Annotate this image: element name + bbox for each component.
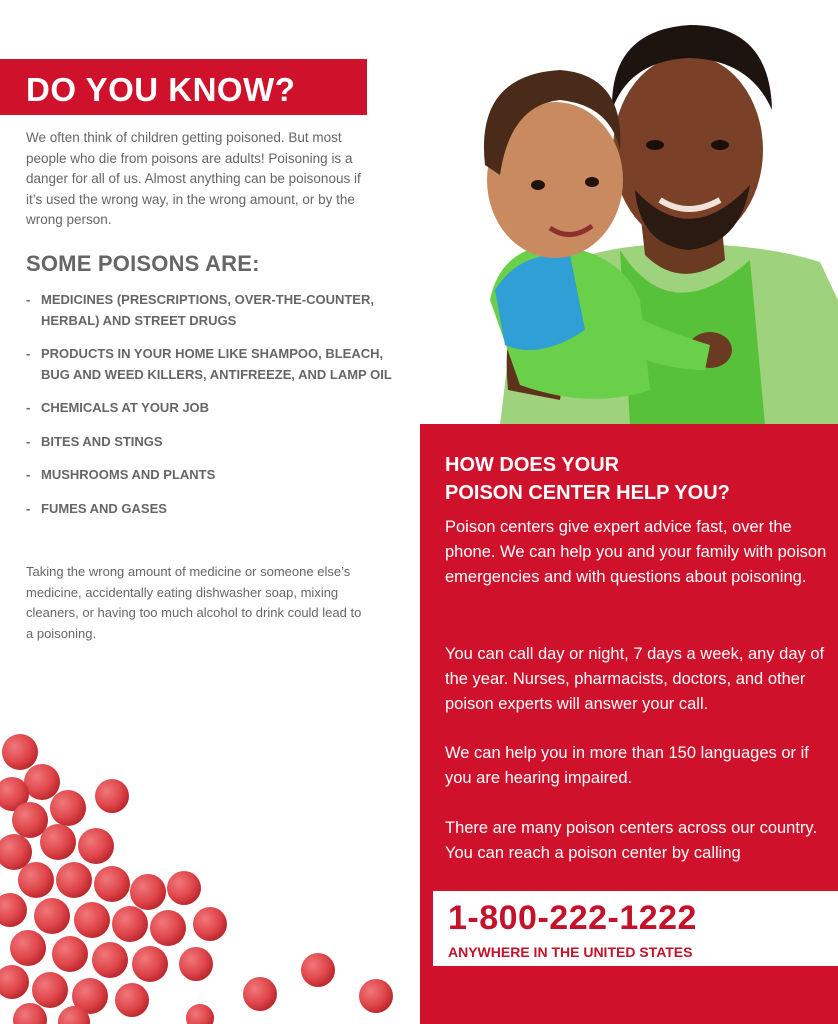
list-item-text: BITES AND STINGS [41, 433, 163, 449]
bullet-dash: - [26, 467, 31, 482]
bullet-dash: - [26, 292, 31, 307]
list-item-text: FUMES AND GASES [41, 500, 167, 516]
outro-paragraph: Taking the wrong amount of medicine or someone else’s medicine, accidentally eating dishwasher soap, mixing cleaners, or having too much alcohol to drink could lead to a poisoning. [26, 564, 362, 641]
father-child-photo [420, 0, 838, 425]
list-item [26, 344, 396, 385]
bullet-dash: - [26, 346, 31, 361]
phone-number-link[interactable]: 1-800-222-1222 [448, 899, 697, 937]
phone-caption: ANYWHERE IN THE UNITED STATES [448, 944, 693, 960]
red-pills-image [0, 720, 420, 1024]
list-item-text: MUSHROOMS AND PLANTS [41, 467, 216, 482]
poison-list [26, 290, 396, 532]
bullet-dash: - [26, 433, 31, 449]
banner-title: DO YOU KNOW? [26, 71, 296, 108]
list-item [26, 499, 396, 520]
bullet-dash: - [26, 500, 31, 516]
poison-center-help-panel [420, 424, 838, 1024]
help-paragraph: You can call day or night, 7 days a week, any day of the year. Nurses, pharmacists, doctors, and other poison experts will answer your call. [445, 645, 825, 713]
intro-paragraph: We often think of children getting poisoned. But most people who die from poisons are adults! Poisoning is a danger for all of us. Almost anything can be poisonous if it’s used the wrong way, in the wrong amount, or by the wrong person. [26, 130, 361, 227]
help-paragraph: There are many poison centers across our country. You can reach a poison center by calling [445, 819, 818, 862]
list-item [26, 465, 396, 486]
help-paragraph: Poison centers give expert advice fast, over the phone. We can help you and your family with poison emergencies and with questions about poisoning. [445, 518, 827, 586]
do-you-know-banner [0, 59, 367, 115]
list-item-text: MEDICINES (PRESCRIPTIONS, OVER-THE-COUNTER, HERBAL) AND STREET DRUGS [41, 292, 374, 328]
phone-box [433, 891, 838, 966]
help-heading-line2: POISON CENTER HELP YOU? [445, 482, 730, 504]
list-item-text: CHEMICALS AT YOUR JOB [41, 400, 210, 415]
poisons-heading: SOME POISONS ARE: [26, 251, 260, 276]
help-heading-line1: HOW DOES YOUR [445, 454, 620, 476]
bullet-dash: - [26, 400, 31, 415]
help-heading [445, 451, 805, 507]
list-item [26, 398, 396, 419]
help-paragraph: We can help you in more than 150 languages or if you are hearing impaired. [445, 744, 809, 787]
pills-illustration [0, 720, 420, 1024]
list-item [26, 290, 396, 331]
list-item [26, 432, 396, 453]
father-child-illustration [420, 0, 838, 425]
list-item-text: PRODUCTS IN YOUR HOME LIKE SHAMPOO, BLEACH, BUG AND WEED KILLERS, ANTIFREEZE, AND LAMP OIL [41, 346, 392, 382]
